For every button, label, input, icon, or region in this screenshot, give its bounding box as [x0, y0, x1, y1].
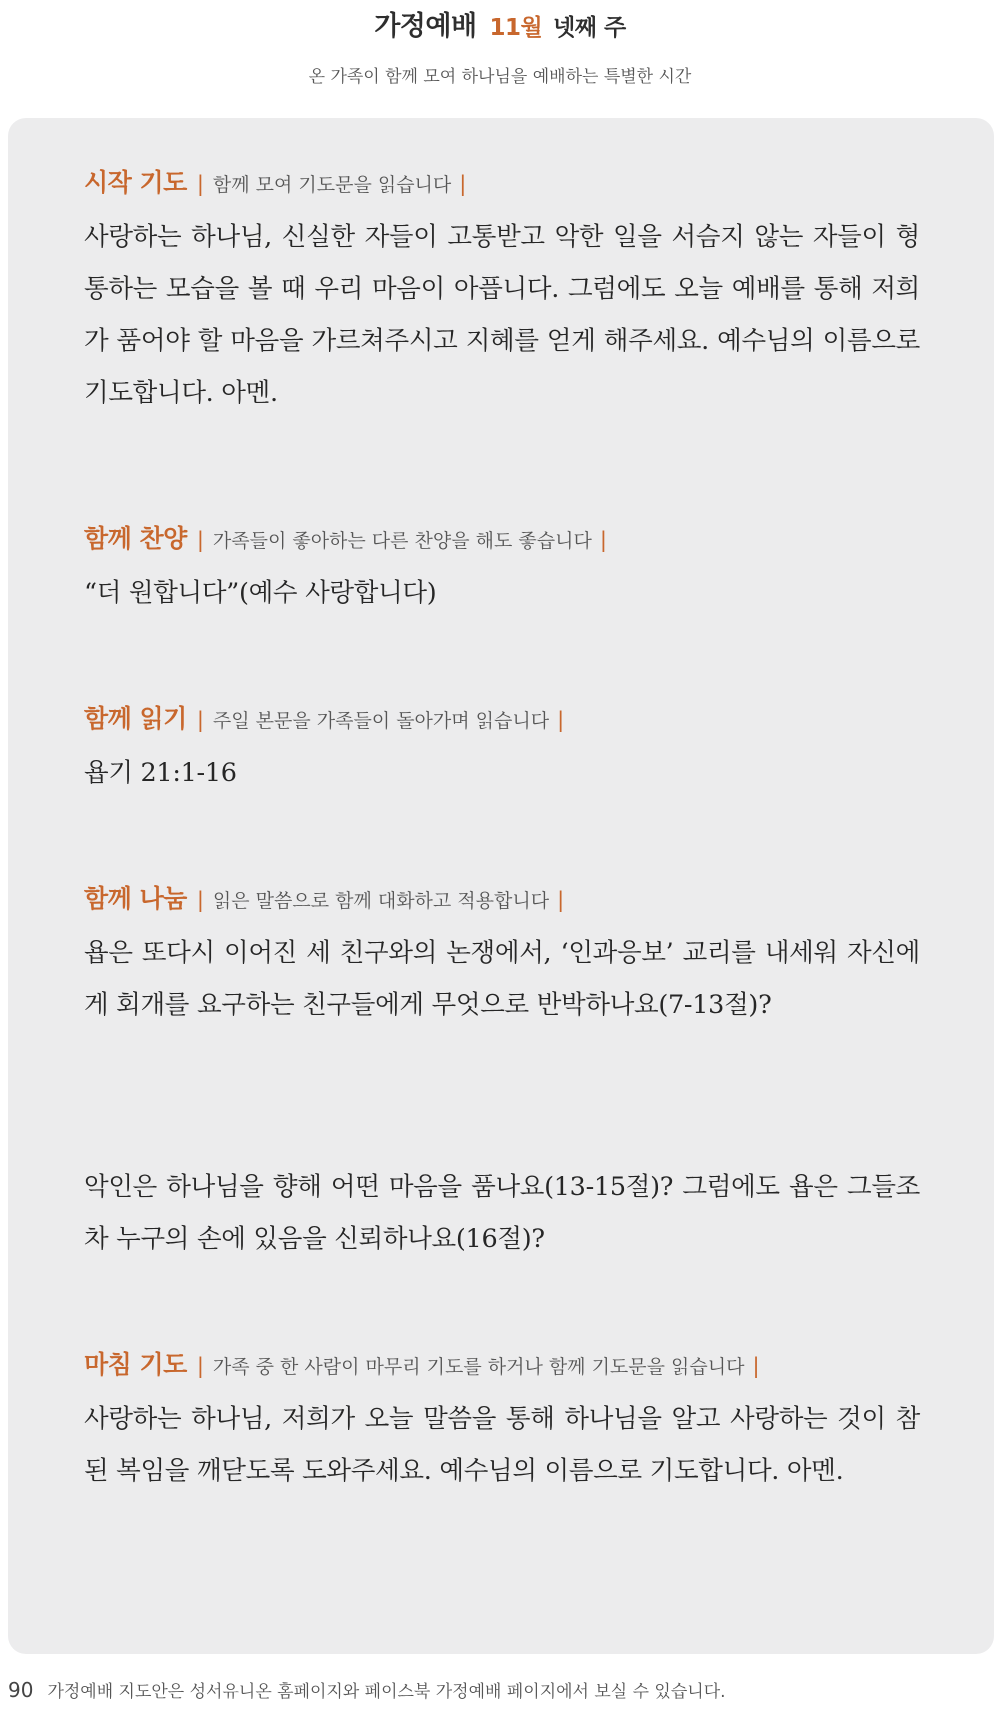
divider: |	[196, 172, 204, 196]
section-instruction: 함께 모여 기도문을 읽습니다	[212, 174, 452, 196]
page-footer	[8, 1677, 726, 1702]
divider: |	[196, 528, 204, 552]
page-title	[0, 4, 1000, 43]
discussion-question-1: 욥은 또다시 이어진 세 친구와의 논쟁에서, ‘인과응보’ 교리를 내세워 자신에게 회개를 요구하는 친구들에게 무엇으로 반박하나요(7-13절)?	[84, 938, 920, 1020]
discussion-question-2: 악인은 하나님을 향해 어떤 마음을 품나요(13-15절)? 그럼에도 욥은 그들조차 누구의 손에 있음을 신뢰하나요(16절)?	[84, 1172, 920, 1254]
scripture-reference: 욥기 21:1-16	[84, 758, 237, 788]
sharing-heading	[84, 879, 564, 915]
divider: |	[752, 1354, 760, 1378]
praise-heading	[84, 519, 607, 555]
opening-prayer-heading	[84, 163, 466, 199]
section-label: 함께 나눔	[84, 884, 187, 913]
section-label: 함께 찬양	[84, 524, 187, 553]
section-label: 마침 기도	[84, 1350, 187, 1379]
title-week: 넷째 주	[553, 15, 626, 41]
divider: |	[599, 528, 607, 552]
praise-song-title: “더 원합니다”(예수 사랑합니다)	[84, 578, 437, 608]
closing-prayer-heading	[84, 1345, 760, 1381]
section-label: 함께 읽기	[84, 704, 187, 733]
title-month: 11월	[489, 15, 543, 41]
divider: |	[196, 1354, 204, 1378]
opening-prayer-text: 사랑하는 하나님, 신실한 자들이 고통받고 악한 일을 서슴지 않는 자들이 형통하는 모습을 볼 때 우리 마음이 아픕니다. 그럼에도 오늘 예배를 통해 저희가 품어야 할 마음을 가르쳐주시고 지혜를 얻게 해주세요. 예수님의 이름으로 기도합니다. 아멘.	[84, 222, 920, 408]
reading-heading	[84, 699, 564, 735]
divider: |	[557, 888, 565, 912]
divider: |	[557, 708, 565, 732]
closing-prayer-text: 사랑하는 하나님, 저희가 오늘 말씀을 통해 하나님을 알고 사랑하는 것이 참된 복임을 깨닫도록 도와주세요. 예수님의 이름으로 기도합니다. 아멘.	[84, 1404, 920, 1486]
section-instruction: 가족들이 좋아하는 다른 찬양을 해도 좋습니다	[212, 530, 592, 552]
divider: |	[196, 888, 204, 912]
section-instruction: 주일 본문을 가족들이 돌아가며 읽습니다	[212, 710, 550, 732]
footer-note: 가정예배 지도안은 성서유니온 홈페이지와 페이스북 가정예배 페이지에서 보실 수 있습니다.	[47, 1682, 726, 1702]
page-subtitle: 온 가족이 함께 모여 하나님을 예배하는 특별한 시간	[308, 67, 692, 87]
section-instruction: 읽은 말씀으로 함께 대화하고 적용합니다	[212, 890, 550, 912]
title-text: 가정예배	[374, 11, 477, 42]
page-number: 90	[8, 1678, 34, 1702]
section-instruction: 가족 중 한 사람이 마무리 기도를 하거나 함께 기도문을 읽습니다	[212, 1356, 745, 1378]
section-label: 시작 기도	[84, 168, 187, 197]
divider: |	[459, 172, 467, 196]
divider: |	[196, 708, 204, 732]
